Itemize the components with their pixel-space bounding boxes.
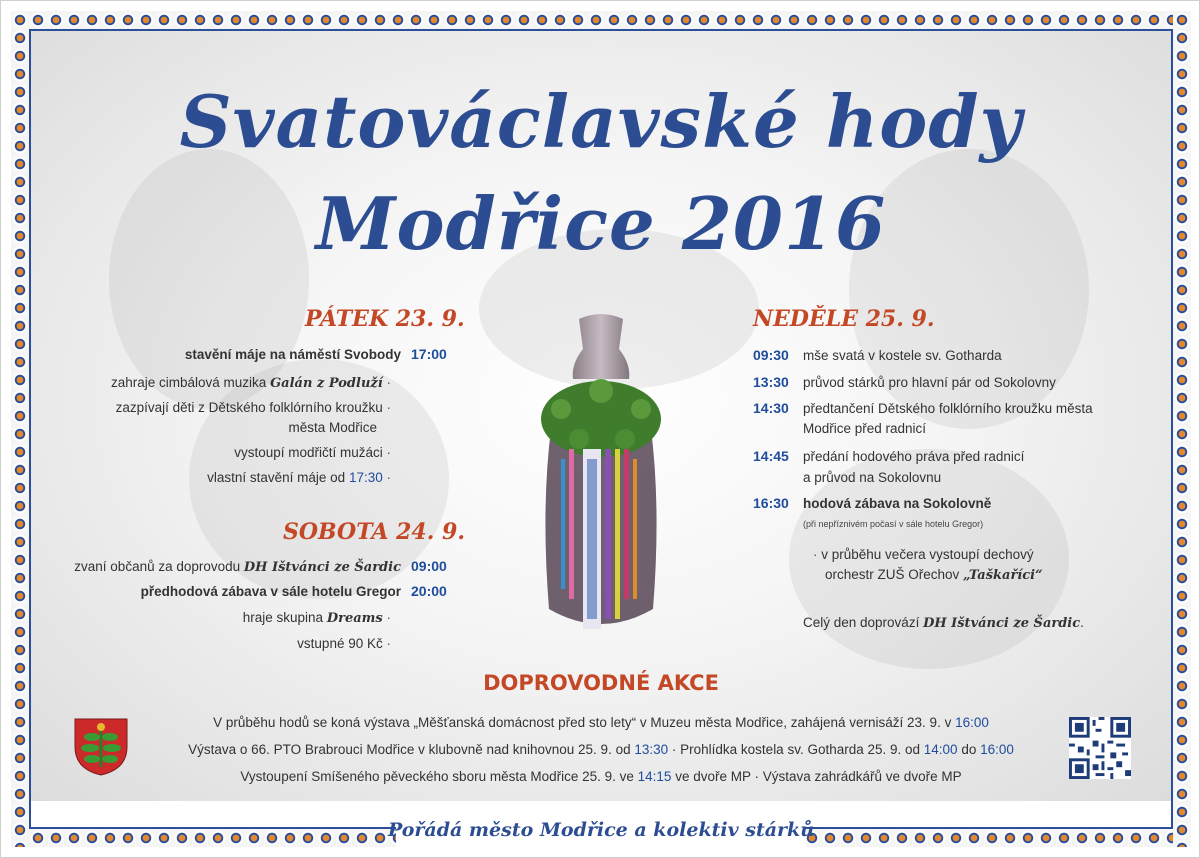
saturday-row-2: předhodová zábava v sále hotelu Gregor <box>140 584 401 599</box>
sunday-row-5: hodová zábava na Sokolovně <box>803 496 992 511</box>
friday-row-3: zazpívají děti z Dětského folklórního kroužku · <box>115 400 391 415</box>
ornament-border-top <box>11 11 1191 29</box>
events-line-3: Vystoupení Smíšeného pěveckého sboru města Modřice 25. 9. ve 14:15 ve dvoře MP · Výstava zahrádkářů ve dvoře MP <box>240 769 962 784</box>
saturday-heading: SOBOTA 24. 9. <box>283 519 466 545</box>
sunday-extra-line1: · v průběhu večera vystoupí dechový <box>813 547 1034 562</box>
friday-row-5: vlastní stavění máje od 17:30 · <box>207 470 391 485</box>
saturday-row-3: hraje skupina Dreams · <box>242 610 391 626</box>
friday-heading: PÁTEK 23. 9. <box>305 306 465 332</box>
sunday-row-5-note: (při nepříznivém počasí v sále hotelu Gregor) <box>803 519 984 529</box>
friday-row-2: zahraje cimbálová muzika Galán z Podluží · <box>110 375 391 391</box>
friday-row-4: vystoupí modřičtí mužáci · <box>234 445 391 460</box>
sunday-row-1: mše svatá v kostele sv. Gotharda <box>803 348 1002 363</box>
sunday-time-2: 13:30 <box>753 374 789 390</box>
page-title-line1: Svatováclavské hody <box>179 79 1023 164</box>
page-title-line2: Modřice 2016 <box>315 181 887 266</box>
organizer-footer: Pořádá město Modřice a kolektiv stárků <box>387 819 815 841</box>
modrice-crest-icon <box>73 717 129 777</box>
saturday-time-1: 09:00 <box>411 558 447 574</box>
friday-row-3b: města Modřice <box>288 420 377 435</box>
friday-row-1: stavění máje na náměstí Svobody <box>184 347 401 362</box>
sunday-time-1: 09:30 <box>753 347 789 363</box>
sunday-row-2: průvod stárků pro hlavní pár od Sokolovny <box>803 375 1056 390</box>
sunday-row-3: předtančení Dětského folklórního kroužku města <box>803 401 1093 416</box>
qr-code-icon <box>1069 717 1131 779</box>
sunday-extra-line2: orchestr ZUŠ Ořechov „Taškaříci“ <box>825 567 1043 583</box>
sunday-row-4: předání hodového práva před radnicí <box>803 449 1025 464</box>
events-heading: DOPROVODNÉ AKCE <box>483 671 719 695</box>
saturday-row-1: zvaní občanů za doprovodu DH Ištvánci ze Šardic <box>74 559 401 575</box>
decorated-jug-image <box>521 309 681 649</box>
friday-time-1: 17:00 <box>411 346 447 362</box>
events-line-1: V průběhu hodů se koná výstava „Měšťanská domácnost před sto lety“ v Muzeu města Modřice, zahájená vernisáží 23. 9. v 16:00 <box>213 715 989 730</box>
sunday-time-5: 16:30 <box>753 495 789 511</box>
sunday-allday: Celý den doprovází DH Ištvánci ze Šardic. <box>803 615 1084 631</box>
saturday-time-2: 20:00 <box>411 583 447 599</box>
sunday-time-3: 14:30 <box>753 400 789 416</box>
sunday-time-4: 14:45 <box>753 448 789 464</box>
sunday-heading: NEDĚLE 25. 9. <box>753 306 935 332</box>
sunday-row-4b: a průvod na Sokolovnu <box>803 470 942 485</box>
events-line-2: Výstava o 66. PTO Brabrouci Modřice v klubovně nad knihovnou 25. 9. od 13:30 · Prohlídka kostela sv. Gotharda 25. 9. od 14:00 do 16:00 <box>188 742 1014 757</box>
sunday-row-3b: Modřice před radnicí <box>803 421 927 436</box>
saturday-row-4: vstupné 90 Kč · <box>297 636 391 651</box>
